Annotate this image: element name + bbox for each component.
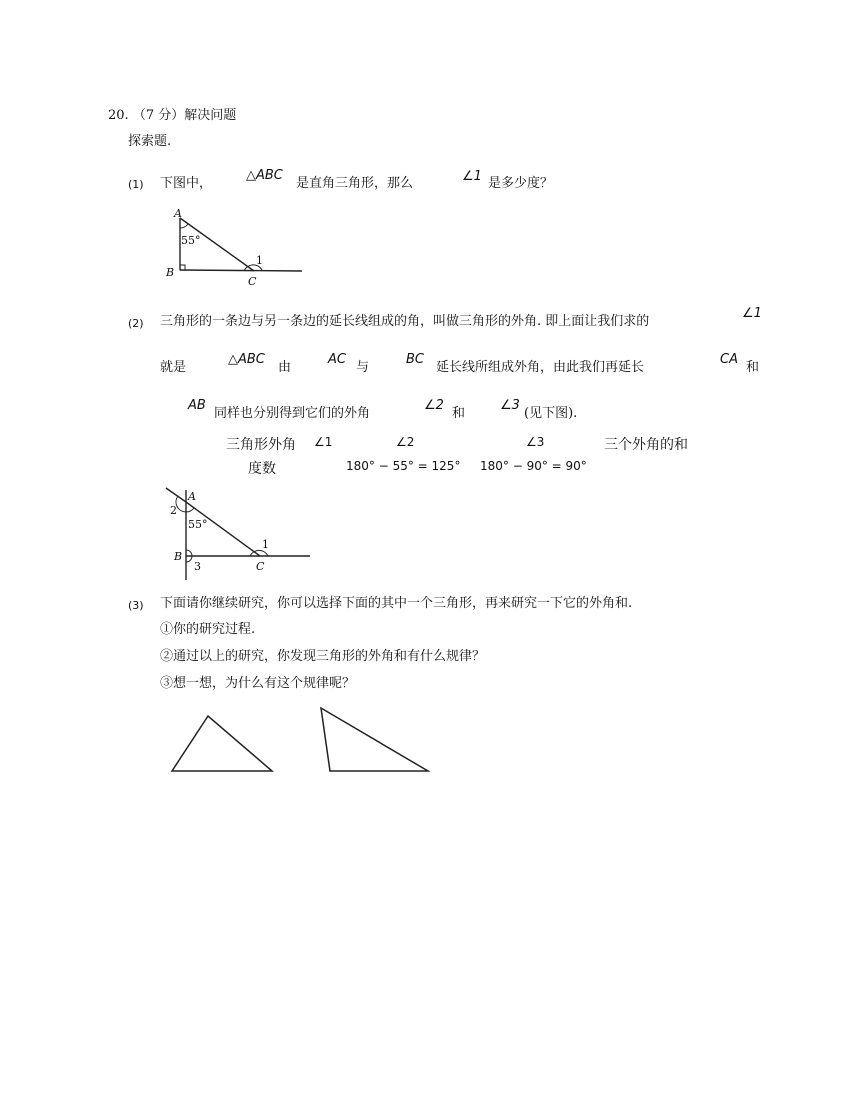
question-header bbox=[108, 108, 236, 124]
table-col4: 三个外角的和 bbox=[604, 437, 688, 453]
part2-line3-math3: ∠3 bbox=[500, 398, 520, 413]
figure1-label-1: 1 bbox=[256, 254, 263, 267]
part2-line2-math3: BC bbox=[406, 352, 424, 367]
figure2-label-a: A bbox=[188, 490, 196, 503]
figure1-label-a: A bbox=[174, 207, 182, 220]
part1-text-c: 是多少度？ bbox=[488, 176, 554, 191]
part2-line2-a: 就是 bbox=[160, 360, 187, 375]
part2-line3-math2: ∠2 bbox=[424, 398, 444, 413]
part2-index: (2) bbox=[128, 317, 144, 330]
figure2-label-b: B bbox=[174, 550, 183, 563]
part1-text-a: 下图中， bbox=[160, 176, 213, 191]
question-title: （7 分）解决问题 bbox=[132, 108, 237, 123]
part1-math-triangle: △ABC bbox=[246, 168, 283, 183]
table-row-label: 度数 bbox=[248, 461, 276, 477]
part3-item3: ③想一想，为什么有这个规律呢？ bbox=[160, 676, 356, 691]
part2-line3-c: (见下图). bbox=[524, 406, 578, 421]
triangle-option-left bbox=[170, 712, 280, 782]
question-subtitle: 探索题. bbox=[128, 134, 172, 149]
figure2-label-55: 55° bbox=[188, 518, 208, 531]
part1-text-b: 是直角三角形，那么 bbox=[296, 176, 414, 191]
table-val2: 180° − 55° = 125° bbox=[346, 459, 461, 473]
part2-line3-a: 同样也分别得到它们的外角 bbox=[214, 406, 371, 421]
part2-line2-d: 延长线所组成外角，由此我们再延长 bbox=[436, 360, 645, 375]
triangle-option-right bbox=[318, 706, 438, 776]
part2-line2-b: 由 bbox=[278, 360, 292, 375]
table-col3: ∠3 bbox=[526, 435, 545, 449]
question-number: 20. bbox=[108, 108, 129, 123]
table-col1: ∠1 bbox=[314, 435, 333, 449]
part2-line2-e: 和 bbox=[746, 360, 760, 375]
figure2-exterior-angles bbox=[160, 486, 320, 586]
figure2-label-3: 3 bbox=[194, 560, 201, 573]
part2-line2-math2: AC bbox=[328, 352, 346, 367]
table-header-label: 三角形外角 bbox=[226, 437, 296, 453]
part1-index: (1) bbox=[128, 178, 144, 191]
table-val3: 180° − 90° = 90° bbox=[480, 459, 587, 473]
part2-line3-b: 和 bbox=[452, 406, 466, 421]
part3-item1: ①你的研究过程. bbox=[160, 622, 256, 637]
figure1-right-triangle bbox=[160, 204, 310, 294]
part2-line1-text: 三角形的一条边与另一条边的延长线组成的角，叫做三角形的外角. 即上面让我们求的 bbox=[160, 314, 650, 329]
figure1-label-55: 55° bbox=[181, 234, 201, 247]
figure2-label-c: C bbox=[256, 560, 265, 573]
part2-line2-math4: CA bbox=[720, 352, 738, 367]
part2-line1-math: ∠1 bbox=[742, 306, 762, 321]
figure2-label-1: 1 bbox=[262, 538, 269, 551]
part2-line2-math1: △ABC bbox=[228, 352, 265, 367]
part3-intro: 下面请你继续研究，你可以选择下面的其中一个三角形，再来研究一下它的外角和. bbox=[160, 596, 633, 611]
figure2-label-2: 2 bbox=[170, 504, 177, 517]
part3-index: (3) bbox=[128, 599, 144, 612]
part1-math-angle: ∠1 bbox=[462, 169, 482, 184]
table-col2: ∠2 bbox=[396, 435, 415, 449]
part2-line2-c: 与 bbox=[356, 360, 370, 375]
figure1-label-b: B bbox=[166, 266, 175, 279]
part2-line3-math1: AB bbox=[188, 398, 206, 413]
part3-item2: ②通过以上的研究，你发现三角形的外角和有什么规律？ bbox=[160, 649, 486, 664]
figure1-label-c: C bbox=[248, 275, 257, 288]
